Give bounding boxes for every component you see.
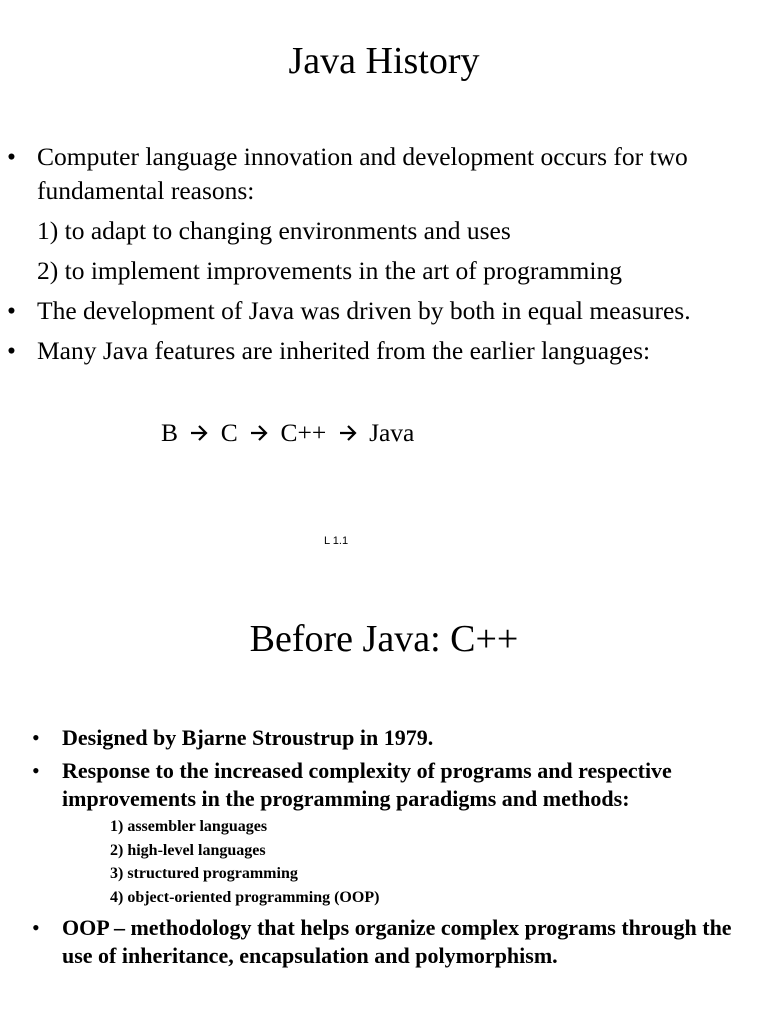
bullet-text: Computer language innovation and development occurs for two fundamental reasons:	[37, 142, 688, 205]
reason-item: 1) to adapt to changing environments and uses	[37, 216, 511, 245]
slide-number: L 1.1	[324, 535, 349, 547]
bullet-item	[7, 294, 737, 328]
reason-item: 2) to implement improvements in the art of programming	[37, 256, 622, 285]
slide-before-java	[0, 580, 768, 1024]
bullet-icon: •	[7, 336, 16, 365]
arrow-right-icon	[249, 416, 269, 450]
bullet-text: Response to the increased complexity of programs and respective improvements in the programming paradigms and methods:	[62, 758, 672, 811]
bullet-icon: •	[32, 725, 40, 750]
bullet-item	[32, 757, 752, 909]
bullet-text: Designed by Bjarne Stroustrup in 1979.	[62, 725, 434, 750]
slide-title: Before Java: C++	[249, 618, 519, 660]
paradigm-item: 1) assembler languages	[110, 818, 268, 835]
language-chain	[161, 416, 414, 450]
language-b: B	[161, 418, 179, 447]
bullet-item	[32, 724, 752, 752]
arrow-right-icon	[189, 416, 209, 450]
slide-title: Java History	[288, 40, 480, 82]
paradigm-item: 3) structured programming	[110, 865, 298, 882]
language-c: C	[220, 418, 238, 447]
paradigm-item: 2) high-level languages	[110, 841, 266, 859]
language-java: Java	[369, 418, 415, 447]
bullet-item	[7, 140, 737, 208]
bullet-text: Many Java features are inherited from the earlier languages:	[37, 336, 651, 365]
bullet-icon: •	[7, 296, 16, 325]
bullet-list	[32, 724, 752, 975]
bullet-icon: •	[32, 915, 40, 940]
bullet-text: OOP – methodology that helps organize complex programs through the use of inheritance, encapsulation and polymorphism.	[62, 915, 732, 968]
paradigm-list	[62, 813, 752, 909]
bullet-item	[32, 914, 752, 970]
arrow-right-icon	[338, 416, 358, 450]
language-cpp: C++	[280, 418, 327, 447]
paradigm-item: 4) object-oriented programming (OOP)	[110, 888, 380, 906]
bullet-icon: •	[7, 142, 16, 171]
bullet-text: The development of Java was driven by both in equal measures.	[37, 296, 691, 325]
bullet-item	[7, 334, 737, 368]
bullet-icon: •	[32, 758, 40, 783]
bullet-list	[7, 140, 737, 374]
